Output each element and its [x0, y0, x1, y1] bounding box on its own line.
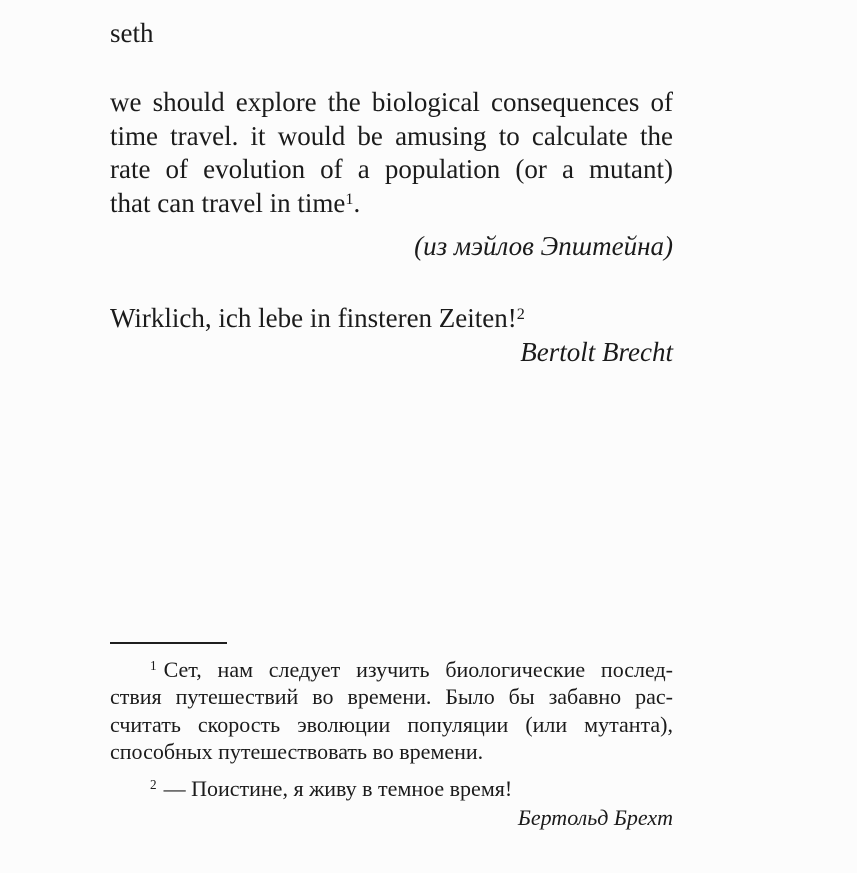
- epigraph-attribution-brecht: Bertolt Brecht: [520, 337, 673, 367]
- footnote-2: [110, 775, 673, 802]
- epigraph-english: [110, 86, 673, 220]
- epigraph-english-period: .: [353, 187, 361, 218]
- footnote-ref-2: 2: [516, 305, 525, 323]
- footnote-1-line-3: считать скорость эволюции популяции (или мутанта),: [110, 711, 673, 737]
- footnote-1-line-4: способных путешествовать во времени.: [110, 739, 484, 765]
- footnote-ref-1: 1: [345, 189, 354, 208]
- footnote-separator-rule: [110, 642, 227, 644]
- footnote-1: [110, 656, 673, 766]
- epigraph-german-text: Wirklich, ich lebe in finsteren Zeiten!: [110, 303, 517, 333]
- epigraph-german: [110, 301, 673, 335]
- footnote-1-line-1-text: Сет, нам следует изучить биологические послед-: [163, 657, 673, 682]
- epigraph-english-line-2: time travel. it would be amusing to calculate the: [110, 120, 673, 151]
- dedication-word: seth: [110, 18, 154, 48]
- epigraph-english-line-4: [110, 187, 673, 221]
- footnote-1-line-2: ствия путешествий во времени. Было бы забавно рас-: [110, 684, 673, 710]
- footnote-2-marker: 2: [150, 776, 157, 792]
- epigraph-english-line-3: rate of evolution of a population (or a mutant): [110, 154, 673, 184]
- epigraph-english-line-4-text: that can travel in time: [110, 187, 346, 218]
- footnote-1-line-1: [110, 656, 673, 683]
- footnotes-section: [110, 630, 673, 831]
- epigraph-english-line-1: we should explore the biological consequences of: [110, 87, 673, 117]
- footnote-2-text: — Поистине, я живу в темное время!: [163, 775, 513, 801]
- footnote-1-marker: 1: [150, 658, 157, 673]
- footnote-attribution-brecht: Бертольд Брехт: [517, 805, 673, 831]
- epigraph-attribution-epstein: (из мэйлов Эпштейна): [414, 231, 673, 261]
- page-body: [110, 0, 673, 369]
